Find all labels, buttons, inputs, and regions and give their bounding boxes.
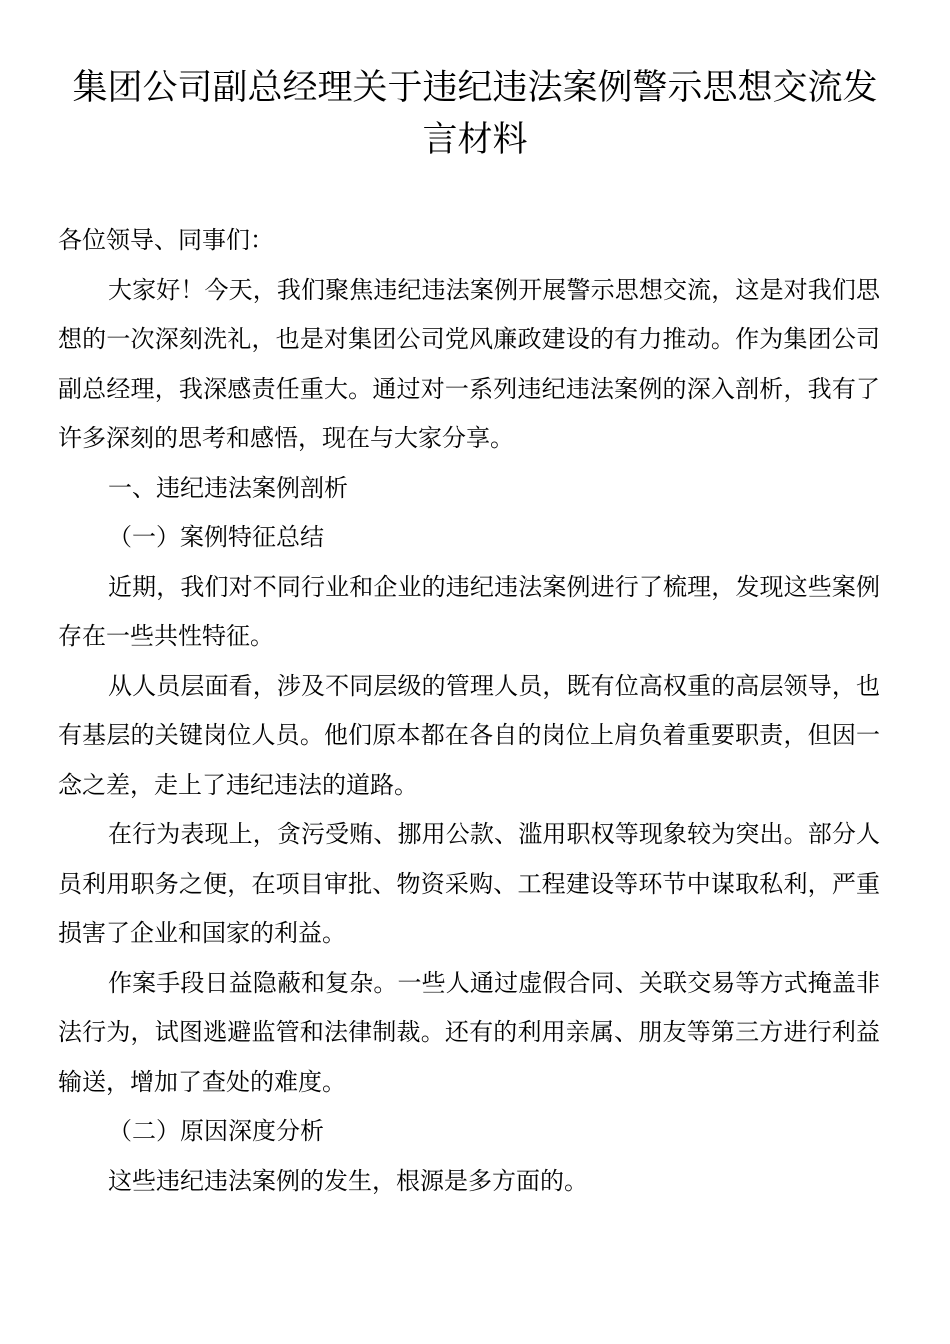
section-heading-1: 一、违纪违法案例剖析 <box>108 473 348 502</box>
paragraph-opening: 大家好！今天，我们聚焦违纪违法案例开展警示思想交流，这是对我们思想的一次深刻洗礼，也是对集团公司党风廉政建设的有力推动。作为集团公司副总经理，我深感责任重大。通过对一系列违纪违法案例的深入剖析，我有了许多深刻的思考和感悟，现在与大家分享。 <box>58 275 880 452</box>
subsection-heading-1: （一）案例特征总结 <box>108 523 324 551</box>
paragraph-causes: 这些违纪违法案例的发生，根源是多方面的。 <box>108 1166 588 1195</box>
paragraph-personnel: 从人员层面看，涉及不同层级的管理人员，既有位高权重的高层领导，也有基层的关键岗位人员。他们原本都在各自的岗位上肩负着重要职责，但因一念之差，走上了违纪违法的道路。 <box>58 671 880 799</box>
document-title: 集团公司副总经理关于违纪违法案例警示思想交流发言材料 <box>72 68 878 160</box>
salutation: 各位领导、同事们： <box>58 226 274 254</box>
subsection-heading-2: （二）原因深度分析 <box>108 1117 324 1145</box>
paragraph-behavior: 在行为表现上，贪污受贿、挪用公款、滥用职权等现象较为突出。部分人员利用职务之便，在项目审批、物资采购、工程建设等环节中谋取私利，严重损害了企业和国家的利益。 <box>58 820 880 947</box>
document-body <box>58 216 880 1206</box>
paragraph-methods: 作案手段日益隐蔽和复杂。一些人通过虚假合同、关联交易等方式掩盖非法行为，试图逃避监管和法律制裁。还有的利用亲属、朋友等第三方进行利益输送，增加了查处的难度。 <box>58 968 880 1096</box>
paragraph-case-review: 近期，我们对不同行业和企业的违纪违法案例进行了梳理，发现这些案例存在一些共性特征。 <box>58 572 880 650</box>
